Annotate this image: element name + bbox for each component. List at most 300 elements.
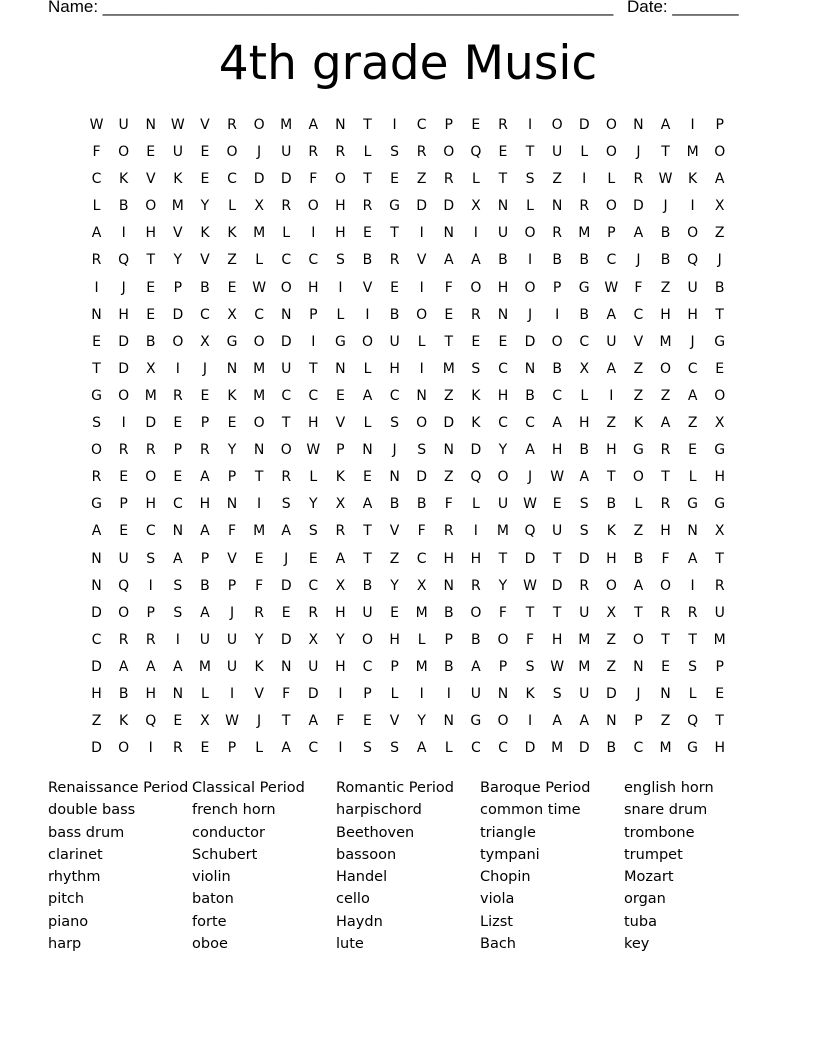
grid-letter: N <box>226 360 238 377</box>
grid-letter: K <box>200 225 210 242</box>
grid-letter: A <box>200 604 210 621</box>
grid-letter: R <box>416 144 427 161</box>
grid-letter: B <box>552 252 562 269</box>
grid-letter: D <box>578 740 590 757</box>
grid-letter: M <box>415 658 428 675</box>
grid-letter: I <box>690 198 695 215</box>
grid-letter: S <box>92 415 101 432</box>
grid-letter: C <box>172 496 183 513</box>
grid-letter: J <box>257 144 262 161</box>
word-bank-item: Mozart <box>624 869 674 886</box>
grid-letter: E <box>471 117 481 133</box>
grid-letter: A <box>687 550 698 567</box>
grid-letter: O <box>280 442 292 459</box>
grid-letter: H <box>308 415 319 432</box>
grid-letter: K <box>254 658 264 675</box>
grid-letter: B <box>633 550 644 567</box>
grid-letter: B <box>471 631 481 648</box>
grid-letter: X <box>200 713 210 730</box>
grid-letter: D <box>280 333 292 350</box>
grid-letter: N <box>443 442 454 459</box>
grid-letter: R <box>227 117 237 133</box>
grid-letter: Z <box>606 631 617 648</box>
grid-letter: H <box>497 387 509 404</box>
worksheet-header <box>48 0 748 19</box>
grid-letter: O <box>118 144 130 161</box>
grid-letter: A <box>173 658 183 675</box>
grid-letter: K <box>633 415 644 432</box>
grid-letter: O <box>470 279 482 296</box>
grid-letter: O <box>172 333 184 350</box>
grid-letter: I <box>229 685 235 702</box>
grid-row <box>83 383 733 410</box>
grid-letter: X <box>335 496 346 513</box>
grid-letter: B <box>200 577 210 594</box>
grid-letter: F <box>336 713 345 730</box>
grid-letter: O <box>253 333 265 350</box>
grid-letter: P <box>309 306 318 323</box>
grid-letter: Q <box>470 469 482 486</box>
grid-letter: N <box>226 496 238 513</box>
grid-letter: C <box>227 171 237 188</box>
grid-letter: V <box>633 333 644 350</box>
grid-letter: Z <box>606 658 617 675</box>
grid-letter: K <box>119 713 129 730</box>
grid-letter: K <box>606 523 616 540</box>
grid-letter: G <box>91 387 102 404</box>
word-bank-item: Haydn <box>336 913 383 930</box>
word-bank-item: baton <box>192 891 234 908</box>
grid-letter: A <box>91 523 102 540</box>
grid-letter: R <box>172 740 183 757</box>
grid-letter: B <box>579 252 590 269</box>
grid-letter: N <box>497 306 509 323</box>
grid-letter: K <box>335 469 345 486</box>
grid-letter: O <box>307 198 319 215</box>
grid-letter: K <box>471 387 481 404</box>
word-bank-item: conductor <box>192 824 265 841</box>
grid-letter: C <box>91 631 102 648</box>
grid-letter: U <box>362 604 373 621</box>
grid-letter: H <box>578 415 590 432</box>
grid-letter: I <box>419 685 424 702</box>
grid-letter: D <box>253 171 265 188</box>
grid-row <box>83 193 733 220</box>
grid-letter: N <box>687 523 698 540</box>
grid-letter: I <box>473 523 478 540</box>
grid-letter: U <box>389 333 400 350</box>
grid-letter: X <box>145 360 156 377</box>
grid-letter: D <box>578 117 590 133</box>
grid-letter: L <box>688 685 697 702</box>
grid-row <box>83 600 733 627</box>
grid-row <box>83 247 733 274</box>
grid-letter: G <box>687 496 699 513</box>
grid-letter: H <box>335 225 346 242</box>
grid-letter: U <box>687 279 698 296</box>
grid-letter: T <box>634 604 643 621</box>
grid-letter: D <box>91 658 102 675</box>
grid-letter: B <box>579 442 590 459</box>
word-bank-column <box>336 777 480 955</box>
grid-letter: L <box>255 252 264 269</box>
grid-letter: Z <box>714 225 725 242</box>
grid-letter: P <box>336 442 345 459</box>
grid-letter: C <box>281 252 292 269</box>
grid-letter: I <box>175 631 180 648</box>
grid-letter: I <box>527 117 533 133</box>
grid-letter: L <box>255 740 264 757</box>
grid-letter: R <box>118 442 129 459</box>
grid-letter: R <box>145 631 156 648</box>
grid-letter: O <box>226 144 238 161</box>
grid-letter: H <box>199 496 211 513</box>
grid-letter: S <box>173 604 183 621</box>
grid-letter: O <box>605 117 617 133</box>
grid-letter: A <box>660 415 671 432</box>
grid-letter: O <box>605 577 617 594</box>
grid-letter: I <box>148 577 153 594</box>
grid-letter: S <box>281 496 291 513</box>
grid-letter: H <box>497 279 509 296</box>
grid-letter: I <box>338 279 343 296</box>
grid-letter: R <box>660 604 671 621</box>
grid-letter: H <box>660 306 671 323</box>
word-bank-item: organ <box>624 891 666 908</box>
grid-letter: N <box>172 523 184 540</box>
grid-letter: O <box>91 442 103 459</box>
grid-letter: N <box>443 713 454 730</box>
grid-letter: S <box>390 144 400 161</box>
date-field-label: Date: _______ <box>627 0 739 16</box>
grid-letter: E <box>200 171 210 188</box>
grid-letter: E <box>227 415 237 432</box>
word-bank-item: tympani <box>480 846 540 863</box>
grid-letter: A <box>471 252 481 269</box>
grid-letter: B <box>362 577 373 594</box>
grid-letter: D <box>118 360 130 377</box>
grid-row <box>83 112 733 139</box>
grid-letter: T <box>363 523 372 540</box>
grid-letter: R <box>335 523 346 540</box>
grid-letter: D <box>280 171 292 188</box>
grid-letter: B <box>606 740 617 757</box>
grid-letter: T <box>363 550 372 567</box>
grid-row <box>83 491 733 518</box>
grid-letter: M <box>280 117 293 133</box>
grid-letter: H <box>443 550 455 567</box>
grid-letter: W <box>225 713 239 730</box>
grid-letter: C <box>552 387 563 404</box>
grid-letter: W <box>306 442 321 459</box>
grid-letter: O <box>551 117 563 133</box>
grid-letter: E <box>227 279 237 296</box>
grid-letter: R <box>362 198 373 215</box>
word-bank-item: key <box>624 936 650 953</box>
grid-letter: U <box>606 333 617 350</box>
grid-letter: E <box>173 415 183 432</box>
grid-letter: F <box>92 144 101 161</box>
grid-letter: O <box>605 144 617 161</box>
grid-letter: E <box>119 523 129 540</box>
grid-letter: W <box>550 469 565 486</box>
grid-letter: V <box>254 685 264 702</box>
grid-letter: Q <box>118 577 130 594</box>
grid-letter: J <box>663 198 668 215</box>
grid-letter: K <box>525 685 535 702</box>
grid-letter: P <box>146 604 155 621</box>
grid-letter: U <box>497 496 509 513</box>
grid-letter: C <box>606 252 617 269</box>
grid-letter: S <box>417 442 427 459</box>
grid-row <box>83 166 733 193</box>
grid-letter: E <box>254 550 264 567</box>
grid-letter: D <box>443 198 455 215</box>
grid-letter: J <box>636 685 641 702</box>
grid-letter: A <box>660 117 671 133</box>
grid-letter: Y <box>309 496 318 513</box>
grid-letter: I <box>527 252 533 269</box>
grid-letter: Z <box>227 252 237 269</box>
grid-letter: C <box>308 252 319 269</box>
word-bank-item: pitch <box>48 891 85 908</box>
grid-letter: Z <box>660 713 671 730</box>
grid-letter: A <box>173 550 183 567</box>
grid-row <box>83 681 733 708</box>
grid-letter: I <box>419 225 424 242</box>
grid-letter: E <box>390 171 399 188</box>
grid-letter: O <box>632 469 644 486</box>
grid-letter: Z <box>606 415 617 432</box>
grid-letter: T <box>661 144 670 161</box>
grid-letter: F <box>255 577 264 594</box>
grid-letter: E <box>715 685 725 702</box>
grid-letter: V <box>416 252 427 269</box>
grid-row <box>83 654 733 681</box>
grid-letter: F <box>444 279 453 296</box>
grid-letter: B <box>606 496 617 513</box>
grid-letter: F <box>227 523 237 540</box>
grid-letter: D <box>416 198 428 215</box>
word-bank-item: triangle <box>480 824 536 841</box>
grid-letter: E <box>444 306 454 323</box>
grid-letter: T <box>607 469 616 486</box>
grid-letter: G <box>632 442 644 459</box>
grid-letter: N <box>497 198 509 215</box>
grid-letter: O <box>145 469 157 486</box>
grid-letter: N <box>606 713 617 730</box>
grid-row <box>83 573 733 600</box>
grid-letter: I <box>338 685 343 702</box>
grid-letter: L <box>580 387 589 404</box>
grid-letter: X <box>714 198 725 215</box>
grid-letter: F <box>661 550 670 567</box>
grid-letter: I <box>609 387 614 404</box>
grid-letter: U <box>714 604 725 621</box>
grid-letter: E <box>281 604 291 621</box>
grid-letter: Y <box>498 442 508 459</box>
grid-letter: E <box>688 442 698 459</box>
grid-letter: E <box>119 469 129 486</box>
grid-letter: C <box>308 577 319 594</box>
grid-letter: R <box>470 306 481 323</box>
grid-letter: O <box>660 360 672 377</box>
grid-letter: J <box>690 333 695 350</box>
grid-letter: I <box>175 360 180 377</box>
word-bank-item: Lizst <box>480 913 513 930</box>
worksheet-title: 4th grade Music <box>218 36 598 91</box>
grid-letter: N <box>633 658 644 675</box>
grid-letter: A <box>335 550 346 567</box>
grid-letter: U <box>497 225 509 242</box>
grid-letter: G <box>389 198 400 215</box>
grid-letter: R <box>633 171 644 188</box>
grid-letter: E <box>200 144 210 161</box>
grid-letter: T <box>254 469 264 486</box>
grid-letter: B <box>660 225 671 242</box>
grid-letter: C <box>362 658 373 675</box>
grid-letter: H <box>389 631 400 648</box>
grid-letter: I <box>446 685 451 702</box>
grid-letter: R <box>281 198 292 215</box>
word-bank-item: cello <box>336 891 370 908</box>
grid-letter: M <box>496 523 509 540</box>
grid-letter: N <box>443 577 454 594</box>
grid-letter: P <box>715 658 724 675</box>
grid-letter: D <box>578 550 590 567</box>
word-bank <box>48 777 768 955</box>
grid-letter: S <box>579 523 589 540</box>
grid-letter: M <box>144 387 157 404</box>
word-bank-item: common time <box>480 802 581 819</box>
grid-letter: B <box>579 306 590 323</box>
grid-letter: D <box>307 685 319 702</box>
grid-letter: P <box>552 279 562 296</box>
grid-letter: N <box>633 117 644 133</box>
grid-letter: L <box>607 171 616 188</box>
grid-letter: S <box>552 685 562 702</box>
grid-letter: X <box>579 360 590 377</box>
grid-letter: B <box>660 252 671 269</box>
grid-letter: R <box>660 496 671 513</box>
grid-letter: L <box>444 740 453 757</box>
grid-letter: X <box>308 631 319 648</box>
grid-letter: W <box>658 171 673 188</box>
grid-letter: L <box>390 685 399 702</box>
grid-letter: R <box>145 442 156 459</box>
grid-letter: E <box>173 469 183 486</box>
grid-letter: T <box>281 415 291 432</box>
word-bank-column <box>480 777 624 955</box>
grid-letter: W <box>523 496 537 513</box>
grid-letter: R <box>308 604 319 621</box>
grid-letter: R <box>308 144 319 161</box>
grid-letter: O <box>416 306 428 323</box>
grid-letter: W <box>550 658 565 675</box>
grid-letter: I <box>392 117 397 133</box>
grid-letter: O <box>470 604 482 621</box>
grid-letter: M <box>659 333 672 350</box>
grid-letter: N <box>362 442 373 459</box>
grid-letter: E <box>173 713 183 730</box>
grid-letter: A <box>200 469 210 486</box>
grid-letter: F <box>282 685 291 702</box>
grid-letter: G <box>334 333 346 350</box>
grid-letter: N <box>280 658 292 675</box>
grid-letter: Z <box>633 360 644 377</box>
grid-letter: V <box>389 523 400 540</box>
grid-letter: Z <box>443 387 454 404</box>
grid-letter: W <box>170 117 185 133</box>
grid-letter: N <box>253 442 265 459</box>
grid-letter: P <box>498 658 508 675</box>
grid-letter: K <box>471 415 481 432</box>
word-bank-item: french horn <box>192 802 276 819</box>
grid-row <box>83 220 733 247</box>
grid-letter: T <box>688 631 697 648</box>
grid-letter: E <box>200 740 210 757</box>
grid-letter: M <box>578 225 591 242</box>
word-bank-column <box>48 777 192 955</box>
grid-letter: D <box>145 415 157 432</box>
grid-letter: C <box>254 306 264 323</box>
grid-letter: U <box>281 144 292 161</box>
grid-letter: A <box>687 387 698 404</box>
grid-letter: K <box>227 225 237 242</box>
grid-letter: W <box>523 577 537 594</box>
grid-letter: Y <box>390 577 399 594</box>
word-bank-item: bass drum <box>48 824 125 841</box>
grid-letter: C <box>91 171 102 188</box>
grid-letter: E <box>146 279 156 296</box>
grid-letter: H <box>551 442 563 459</box>
word-bank-item: tuba <box>624 913 657 930</box>
grid-letter: H <box>118 306 129 323</box>
word-bank-item: Romantic Period <box>336 780 455 796</box>
grid-letter: L <box>363 360 372 377</box>
grid-letter: T <box>281 713 291 730</box>
grid-letter: E <box>146 306 156 323</box>
grid-letter: X <box>714 415 725 432</box>
grid-letter: T <box>715 713 724 730</box>
grid-letter: K <box>119 171 129 188</box>
grid-letter: R <box>714 577 725 594</box>
grid-letter: H <box>145 685 156 702</box>
grid-letter: H <box>660 523 671 540</box>
grid-letter: A <box>606 360 617 377</box>
word-bank-item: trombone <box>624 824 695 841</box>
grid-letter: G <box>470 713 482 730</box>
word-bank-item: violin <box>192 869 231 886</box>
grid-letter: R <box>91 469 102 486</box>
grid-letter: G <box>714 442 726 459</box>
grid-letter: H <box>714 469 725 486</box>
grid-letter: U <box>172 144 183 161</box>
grid-letter: R <box>200 442 210 459</box>
word-bank-item: Renaissance Period <box>48 780 189 796</box>
grid-letter: N <box>443 225 454 242</box>
grid-letter: O <box>145 198 157 215</box>
grid-letter: N <box>172 685 184 702</box>
grid-letter: E <box>390 604 399 621</box>
grid-letter: G <box>714 496 726 513</box>
grid-letter: E <box>661 658 670 675</box>
grid-letter: Q <box>687 713 699 730</box>
grid-letter: D <box>172 306 184 323</box>
grid-letter: Q <box>470 144 482 161</box>
grid-letter: P <box>715 117 724 133</box>
grid-letter: T <box>146 252 156 269</box>
